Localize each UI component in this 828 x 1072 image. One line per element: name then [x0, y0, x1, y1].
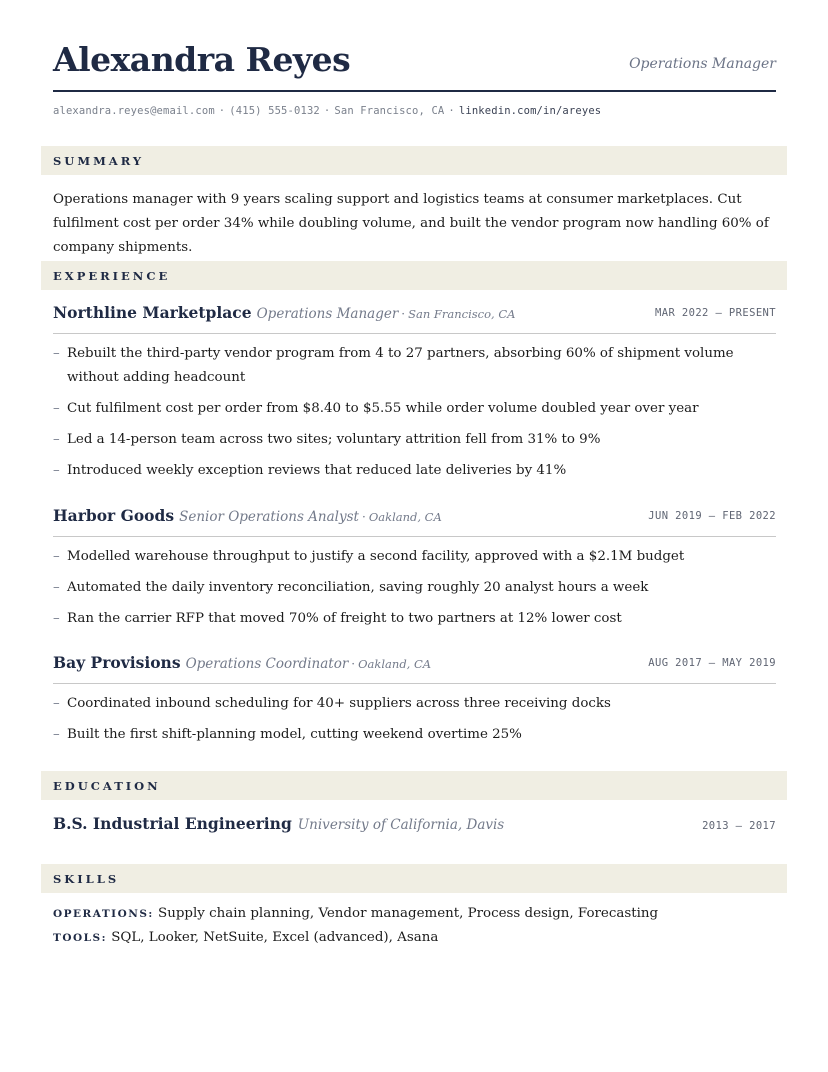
contact-separator: · — [218, 105, 226, 117]
resume-header — [53, 38, 776, 82]
contact-email[interactable]: alexandra.reyes@email.com — [53, 105, 215, 117]
job-role: Operations Coordinator — [185, 656, 349, 672]
job-bullet — [53, 397, 775, 421]
skills-list — [53, 902, 775, 950]
candidate-name: Alexandra Reyes — [53, 40, 351, 79]
job-bullet — [53, 459, 775, 483]
job-bullets — [53, 692, 775, 754]
section-title-experience: EXPERIENCE — [53, 269, 171, 283]
section-header-education — [41, 771, 787, 800]
skills-row-tools — [53, 926, 775, 950]
job-dates: MAR 2022 – PRESENT — [655, 307, 776, 319]
job-separator: · — [351, 657, 356, 671]
bullet-dash: – — [53, 432, 60, 447]
job-location: Oakland, CA — [368, 510, 442, 524]
bullet-dash: – — [53, 696, 60, 711]
skills-value-tools: SQL, Looker, NetSuite, Excel (advanced), Asana — [111, 930, 439, 945]
contact-linkedin[interactable]: linkedin.com/in/areyes — [458, 105, 602, 117]
skills-value-operations: Supply chain planning, Vendor management, Process design, Forecasting — [158, 906, 659, 921]
job-company: Harbor Goods — [53, 506, 175, 525]
job-divider — [53, 536, 776, 537]
section-header-skills — [41, 864, 787, 893]
job-separator: · — [401, 307, 406, 321]
job-bullets — [53, 342, 775, 490]
bullet-text: Coordinated inbound scheduling for 40+ suppliers across three receiving docks — [67, 696, 611, 711]
bullet-dash: – — [53, 549, 60, 564]
summary-text: Operations manager with 9 years scaling support and logistics teams at consumer marketplaces. Cut fulfilment cost per order 34% while doubling volume, and built the vendor program now handling 60% of company shipments. — [53, 192, 769, 255]
job-role: Operations Manager — [256, 306, 399, 322]
contact-line — [53, 105, 601, 117]
education-school: University of California, Davis — [297, 817, 505, 833]
job-bullet — [53, 692, 775, 716]
skills-row-operations — [53, 902, 775, 926]
bullet-dash: – — [53, 401, 60, 416]
section-header-summary — [41, 146, 787, 175]
bullet-dash: – — [53, 346, 60, 361]
job-location: Oakland, CA — [358, 657, 432, 671]
education-degree: B.S. Industrial Engineering — [53, 814, 292, 833]
contact-location: San Francisco, CA — [334, 105, 445, 117]
job-header — [53, 653, 776, 679]
bullet-dash: – — [53, 611, 60, 626]
job-bullets — [53, 545, 775, 638]
job-separator: · — [361, 510, 366, 524]
section-title-education: EDUCATION — [53, 779, 161, 793]
bullet-text: Built the first shift-planning model, cutting weekend overtime 25% — [67, 727, 522, 742]
header-divider — [53, 90, 776, 92]
bullet-text: Led a 14-person team across two sites; voluntary attrition fell from 31% to 9% — [67, 432, 601, 447]
job-dates: AUG 2017 – MAY 2019 — [648, 657, 776, 669]
job-header — [53, 303, 776, 329]
skills-label-operations: OPERATIONS: — [53, 908, 154, 920]
contact-phone[interactable]: (415) 555-0132 — [229, 105, 320, 117]
education-entry — [53, 814, 776, 840]
bullet-dash: – — [53, 727, 60, 742]
bullet-text: Automated the daily inventory reconciliation, saving roughly 20 analyst hours a week — [67, 580, 649, 595]
education-dates: 2013 – 2017 — [702, 820, 776, 832]
bullet-dash: – — [53, 463, 60, 478]
skills-label-tools: TOOLS: — [53, 932, 107, 944]
job-company: Bay Provisions — [53, 653, 181, 672]
job-dates: JUN 2019 – FEB 2022 — [648, 510, 776, 522]
job-header — [53, 506, 776, 532]
bullet-text: Modelled warehouse throughput to justify a second facility, approved with a $2.1M budget — [67, 549, 685, 564]
job-bullet — [53, 342, 775, 390]
job-bullet — [53, 428, 775, 452]
job-divider — [53, 333, 776, 334]
bullet-text: Cut fulfilment cost per order from $8.40 to $5.55 while order volume doubled year over year — [67, 401, 699, 416]
job-bullet — [53, 607, 775, 631]
contact-separator: · — [448, 105, 455, 117]
job-bullet — [53, 576, 775, 600]
section-header-experience — [41, 261, 787, 290]
job-location: San Francisco, CA — [408, 307, 516, 321]
section-title-summary: SUMMARY — [53, 154, 145, 168]
bullet-text: Ran the carrier RFP that moved 70% of freight to two partners at 12% lower cost — [67, 611, 622, 626]
candidate-title: Operations Manager — [629, 56, 776, 72]
contact-separator: · — [323, 105, 331, 117]
bullet-dash: – — [53, 580, 60, 595]
job-bullet — [53, 723, 775, 747]
job-bullet — [53, 545, 775, 569]
job-divider — [53, 683, 776, 684]
job-company: Northline Marketplace — [53, 303, 252, 322]
job-role: Senior Operations Analyst — [179, 509, 359, 525]
bullet-text: Rebuilt the third-party vendor program from 4 to 27 partners, absorbing 60% of shipment volume without adding headcount — [67, 346, 734, 385]
bullet-text: Introduced weekly exception reviews that reduced late deliveries by 41% — [67, 463, 567, 478]
section-title-skills: SKILLS — [53, 872, 120, 886]
